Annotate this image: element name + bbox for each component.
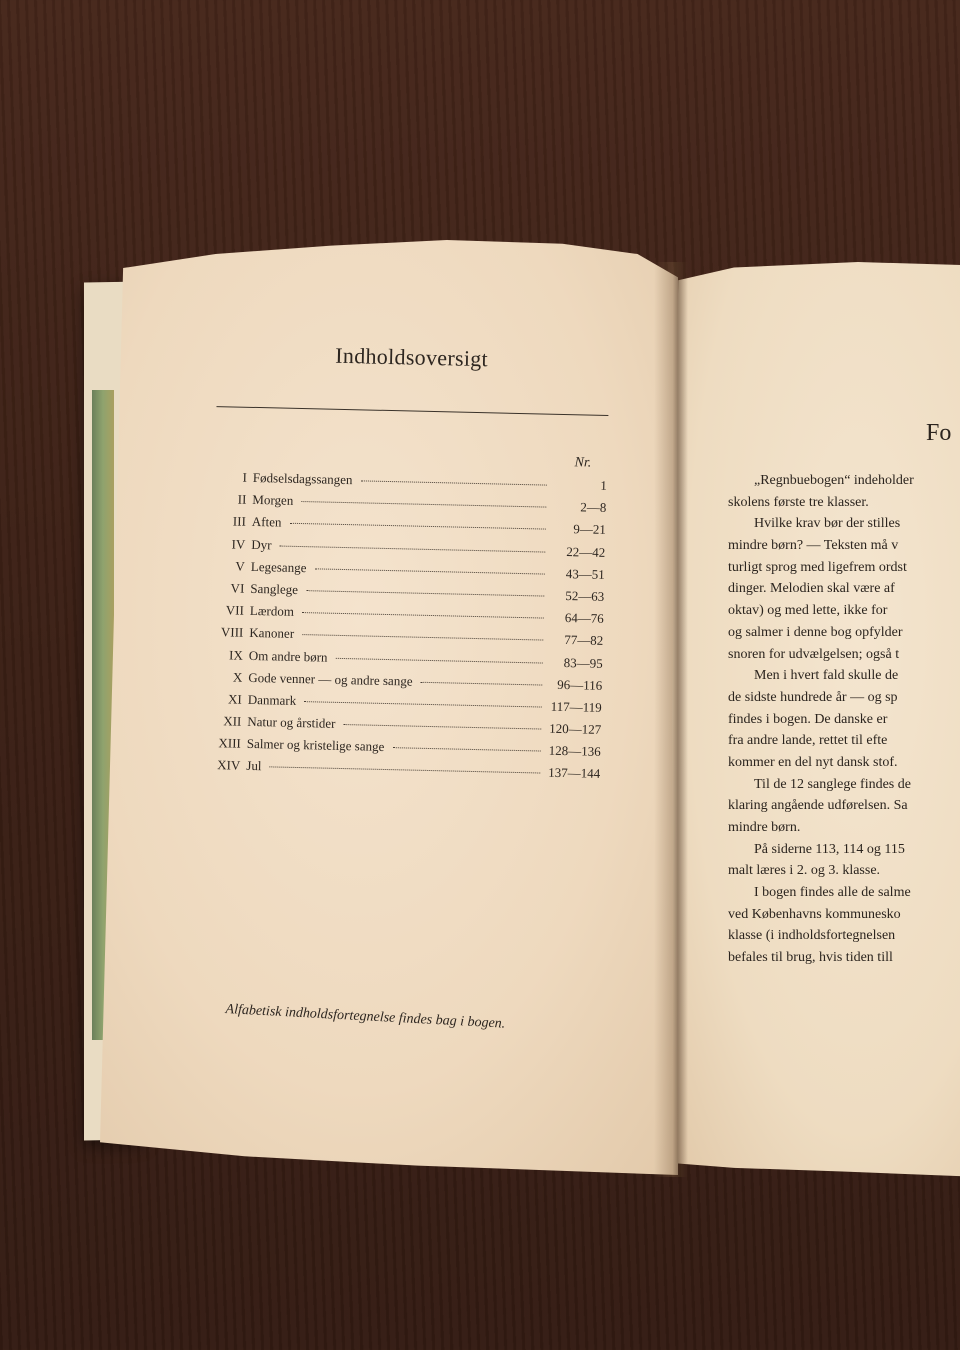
toc-entry-label: Jul (246, 758, 262, 774)
toc-entry-label: Fødselsdagssangen (252, 469, 353, 488)
foreword-line: Hvilke krav bør der stilles (754, 516, 901, 532)
toc-dot-leader (343, 724, 541, 729)
toc-entry-label: Sanglege (250, 580, 299, 597)
toc-entry-number: IX (228, 646, 244, 663)
foreword-line: klasse (i indholdsfortegnelsen (728, 928, 896, 944)
toc-entry-number: IV (231, 536, 246, 552)
toc-dot-leader (361, 480, 547, 485)
foreword-line: I bogen findes alle de salme (754, 885, 911, 901)
toc-dot-leader (421, 681, 543, 685)
toc-entry-pages: 9—21 (573, 521, 606, 538)
foreword-line: findes i bogen. De danske er (728, 711, 888, 727)
toc-entry-number: II (237, 491, 247, 507)
foreword-line: befales til brug, hvis tiden till (728, 950, 893, 966)
toc-entry-label: Natur og årstider (247, 713, 336, 731)
foreword-line: de sidste hundrede år — og sp (728, 689, 898, 705)
foreword-line: og salmer i denne bog opfylder (728, 624, 903, 640)
toc-entry-pages: 96—116 (557, 676, 603, 693)
toc-dot-leader (301, 501, 546, 508)
toc-dot-leader (304, 701, 542, 707)
toc-entry-pages: 22—42 (566, 543, 606, 560)
toc-entry-label: Gode venner — og andre sange (248, 669, 413, 689)
toc-entry-number: I (242, 469, 248, 485)
toc-entry-pages: 128—136 (548, 742, 601, 760)
foreword-line: snoren for udvælgelsen; også t (728, 646, 900, 662)
foreword-title: Fo (926, 420, 952, 446)
toc-entry-label: Morgen (252, 492, 294, 509)
toc-entry-label: Danmark (247, 691, 297, 708)
foreword-line: fra andre lande, rettet til efte (728, 733, 888, 749)
toc-dot-leader (306, 590, 544, 596)
nr-column-header: Nr. (574, 455, 592, 471)
toc-list (204, 469, 607, 789)
toc-entry-label: Legesange (250, 558, 307, 575)
foreword-line: „Regnbuebogen“ indeholder (754, 473, 914, 488)
toc-entry-label: Aften (251, 514, 282, 530)
foreword-line: Til de 12 sanglege findes de (754, 776, 911, 792)
toc-dot-leader (314, 568, 544, 574)
foreword-line: skolens første tre klasser. (728, 494, 869, 510)
toc-entry-pages: 137—144 (548, 765, 601, 782)
foreword-line: dinger. Melodien skal være af (728, 581, 895, 597)
toc-entry-number: XI (227, 691, 243, 707)
toc-entry-pages: 1 (600, 477, 607, 493)
toc-entry-pages: 83—95 (563, 654, 603, 671)
toc-dot-leader (269, 767, 540, 774)
toc-entry-pages: 117—119 (550, 698, 602, 715)
page-title: Indholdsoversigt (335, 342, 489, 372)
toc-dot-leader (392, 747, 540, 751)
foreword-line: På siderne 113, 114 og 115 (754, 841, 905, 857)
foreword-line: malt læres i 2. og 3. klasse. (728, 863, 881, 879)
toc-dot-leader (289, 523, 545, 530)
toc-entry-pages: 52—63 (565, 587, 605, 604)
toc-entry-pages: 43—51 (565, 565, 605, 582)
toc-entry-pages: 77—82 (564, 632, 604, 649)
title-divider (216, 406, 608, 416)
toc-entry-pages: 64—76 (564, 610, 604, 627)
toc-entry-label: Kanoner (249, 625, 295, 642)
footnote: Alfabetisk indholdsfortegnelse findes bag i bogen. (225, 1002, 506, 1032)
toc-entry-number: VI (230, 580, 245, 596)
toc-entry-number: XIII (218, 735, 242, 751)
foreword-line: klaring angående udførelsen. Sa (728, 798, 908, 814)
toc-entry-number: XII (223, 713, 242, 729)
toc-dot-leader (302, 634, 543, 640)
foreword-line: mindre børn. (728, 820, 801, 835)
toc-entry-label: Salmer og kristelige sange (246, 736, 385, 755)
foreword-text (728, 470, 914, 969)
toc-dot-leader (280, 545, 546, 552)
toc-entry-number: X (232, 669, 243, 685)
foreword-line: kommer en del nyt dansk stof. (728, 754, 898, 770)
toc-entry-number: III (232, 513, 247, 530)
toc-entry-label: Lærdom (249, 603, 295, 620)
toc-entry-number: V (235, 558, 246, 574)
foreword-line: oktav) og med lette, ikke for (728, 603, 888, 619)
foreword-line: ved Københavns kommunesko (728, 906, 901, 922)
toc-entry-number: VIII (220, 624, 244, 641)
toc-entry-pages: 2—8 (580, 499, 607, 516)
toc-entry-number: VII (225, 602, 245, 618)
toc-entry-pages: 120—127 (549, 720, 602, 737)
toc-dot-leader (336, 657, 543, 663)
toc-entry-number: XIV (217, 757, 241, 774)
toc-entry-label: Dyr (251, 536, 272, 552)
table-of-contents (204, 340, 610, 788)
toc-dot-leader (302, 612, 544, 618)
foreword-line: turligt sprog med ligefrem ordst (728, 559, 907, 575)
foreword-line: mindre børn? — Teksten må v (728, 538, 899, 554)
book-gutter (654, 262, 688, 1177)
foreword-line: Men i hvert fald skulle de (754, 668, 899, 684)
toc-entry-label: Om andre børn (248, 647, 328, 665)
